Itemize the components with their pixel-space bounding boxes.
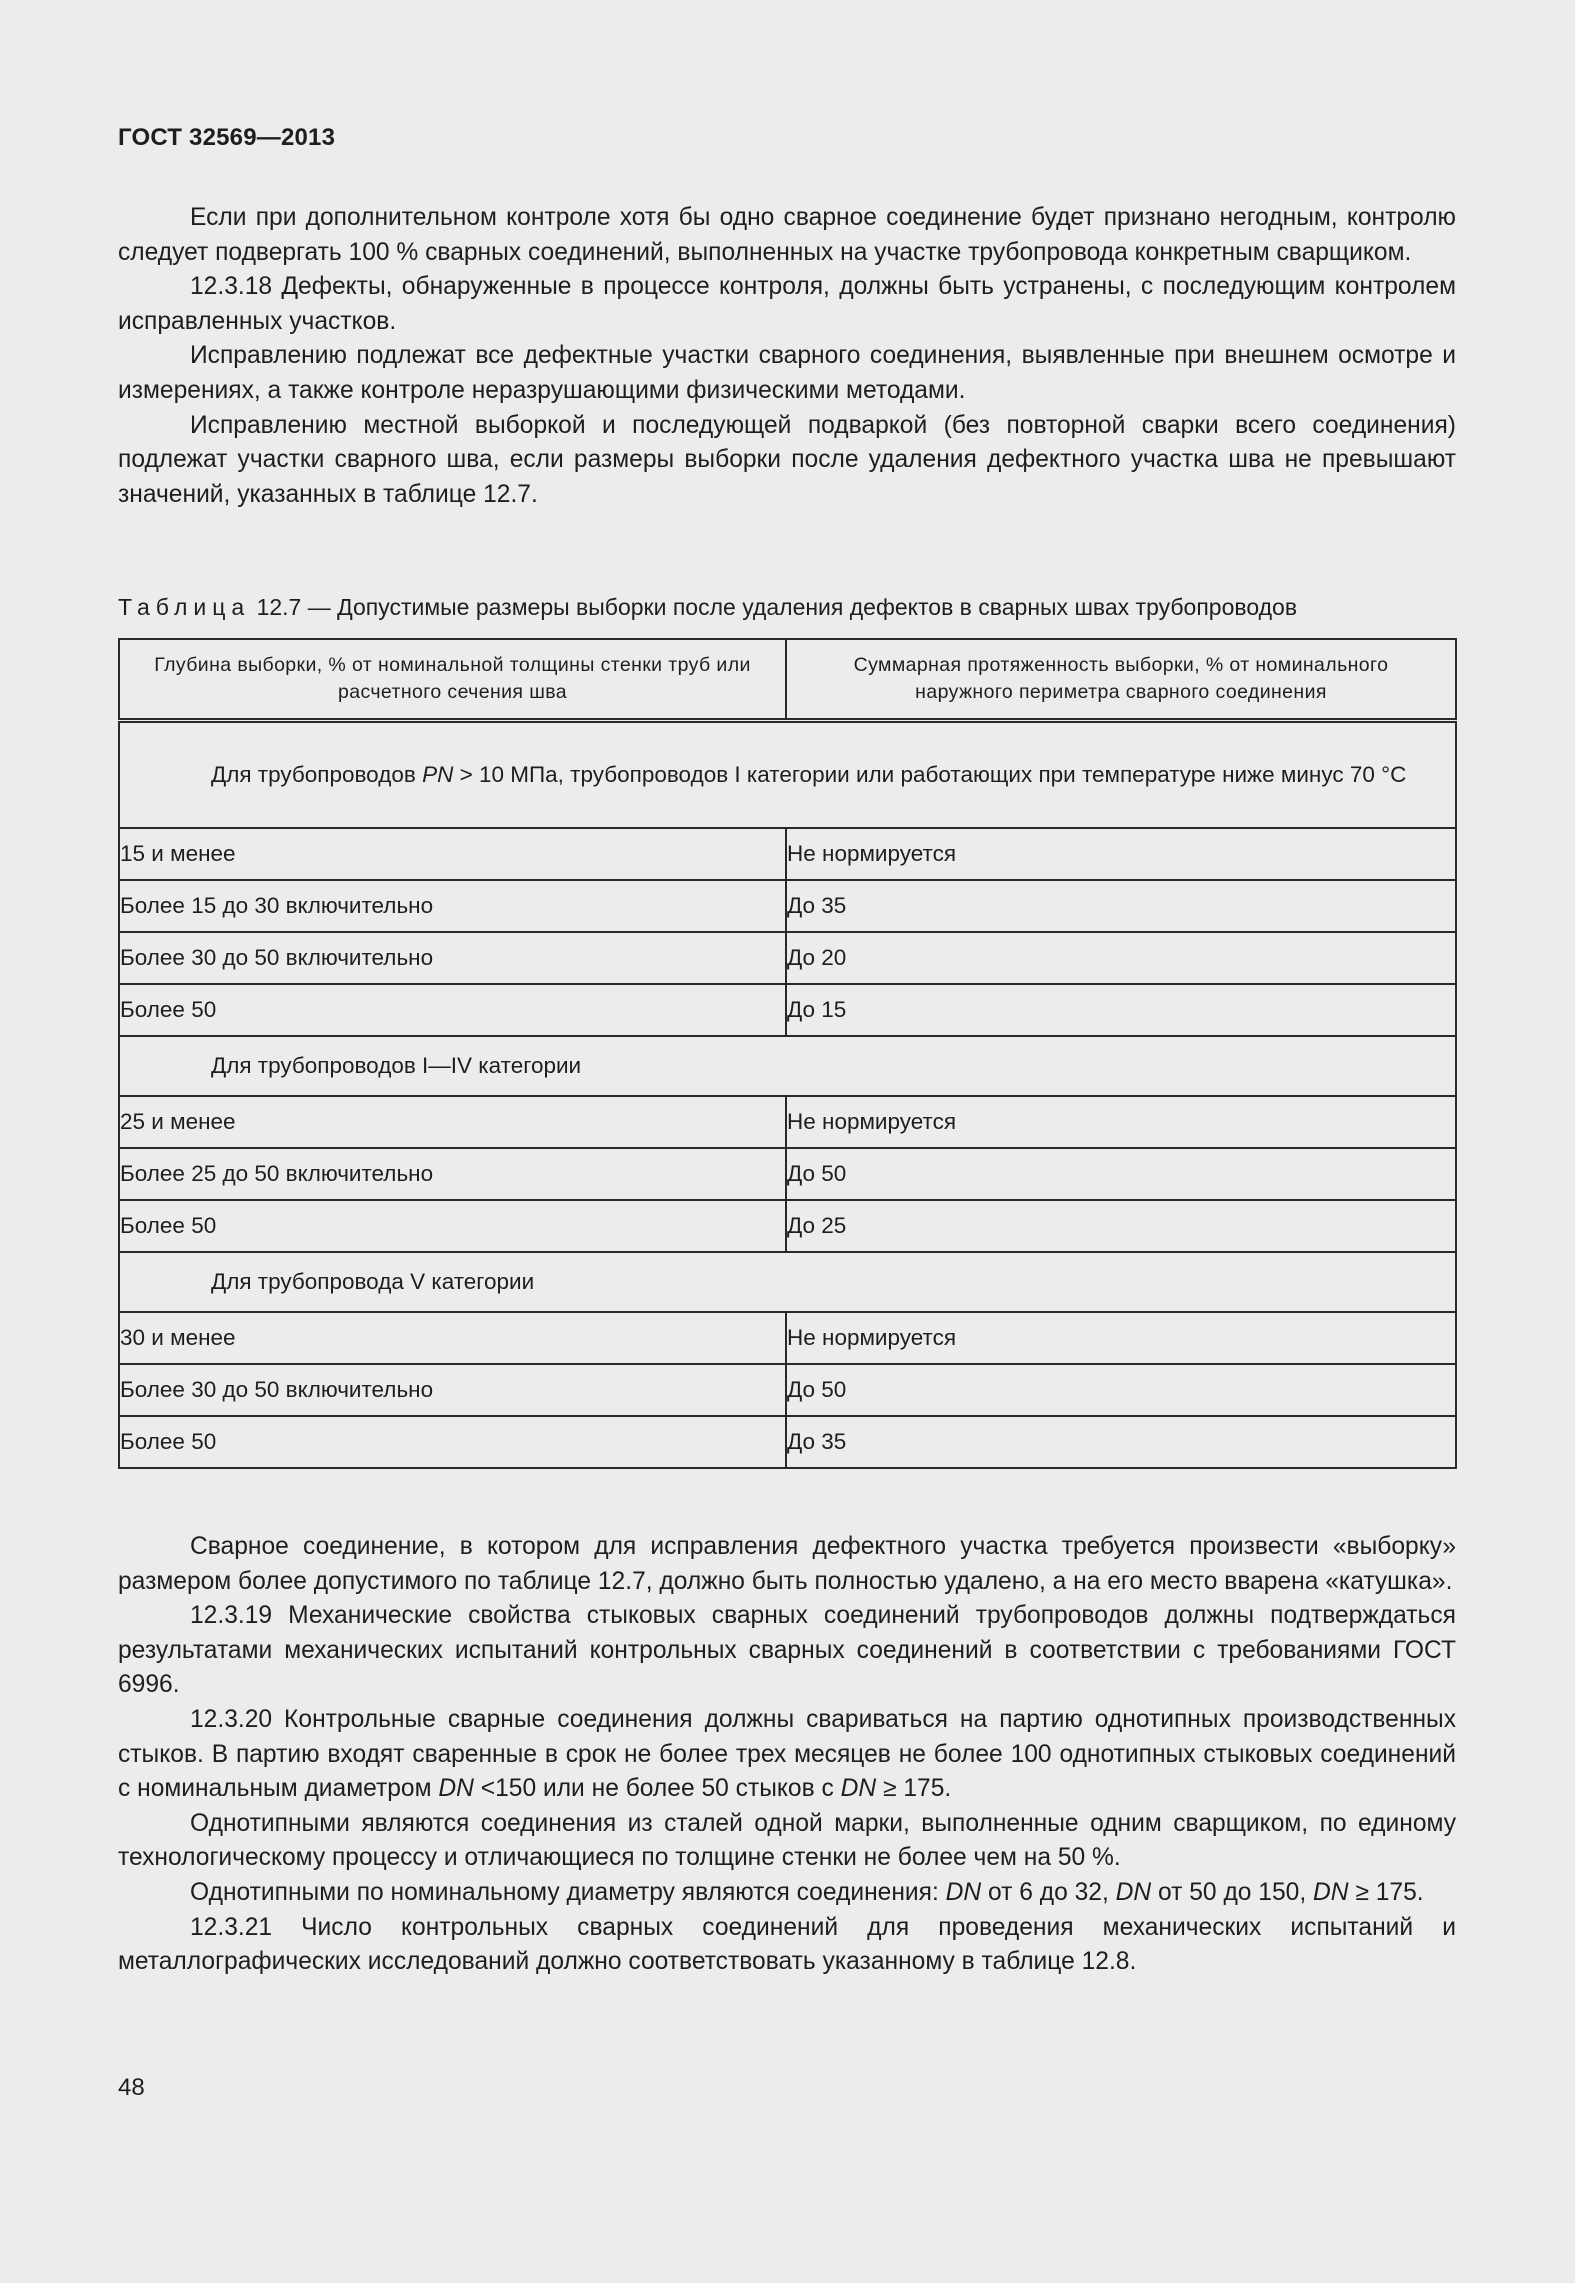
cell-length: До 15 bbox=[786, 984, 1456, 1036]
paragraph: Исправлению местной выборкой и последующей подваркой (без повторной сварки всего соединения) подлежат участки сварного шва, если размеры выборки после удаления дефектного участка шва не превышают значений, указанных в таблице 12.7. bbox=[118, 411, 1456, 508]
text-block-bottom bbox=[118, 1530, 1456, 1980]
document-header: ГОСТ 32569—2013 bbox=[118, 124, 336, 151]
text-block-top bbox=[118, 201, 1456, 512]
cell-depth: 25 и менее bbox=[119, 1096, 786, 1148]
group-title: Для трубопровода V категории bbox=[119, 1252, 1456, 1312]
cell-depth: Более 50 bbox=[119, 984, 786, 1036]
paragraph: Однотипными являются соединения из сталей одной марки, выполненные одним сварщиком, по единому технологическому процессу и отличающиеся по толщине стенки не более чем на 50 %. bbox=[118, 1809, 1456, 1872]
table-row bbox=[119, 1312, 1456, 1364]
cell-depth: Более 25 до 50 включительно bbox=[119, 1148, 786, 1200]
table-caption bbox=[118, 592, 1458, 622]
cell-length: До 35 bbox=[786, 1416, 1456, 1468]
table-row bbox=[119, 1148, 1456, 1200]
table-12-7 bbox=[118, 638, 1457, 1469]
table-row bbox=[119, 880, 1456, 932]
table-row bbox=[119, 1364, 1456, 1416]
page-number: 48 bbox=[118, 2074, 145, 2101]
group-title: Для трубопроводов I—IV категории bbox=[119, 1036, 1456, 1096]
table-caption-text: 12.7 — Допустимые размеры выборки после удаления дефектов в сварных швах трубопроводов bbox=[250, 594, 1298, 620]
cell-length: До 25 bbox=[786, 1200, 1456, 1252]
column-header-length: Суммарная протяженность выборки, % от номинального наружного периметра сварного соединения bbox=[786, 639, 1456, 721]
paragraph: 12.3.19 Механические свойства стыковых сварных соединений трубопроводов должны подтверждаться результатами механических испытаний контрольных сварных соединений в соответствии с требованиями ГОСТ 6996. bbox=[118, 1602, 1456, 1699]
cell-depth: Более 50 bbox=[119, 1416, 786, 1468]
group-title: Для трубопроводов PN > 10 МПа, трубопроводов I категории или работающих при температуре ниже минус 70 °С bbox=[211, 762, 1407, 787]
table-caption-label: Таблица bbox=[118, 594, 251, 620]
paragraph: 12.3.18 Дефекты, обнаруженные в процессе контроля, должны быть устранены, с последующим контролем исправленных участков. bbox=[118, 273, 1456, 335]
table-row bbox=[119, 1200, 1456, 1252]
paragraph: Исправлению подлежат все дефектные участки сварного соединения, выявленные при внешнем осмотре и измерениях, а также контроле неразрушающими физическими методами. bbox=[118, 342, 1456, 404]
column-header-depth: Глубина выборки, % от номинальной толщины стенки труб или расчетного сечения шва bbox=[119, 639, 786, 721]
table-row bbox=[119, 1096, 1456, 1148]
table-row bbox=[119, 1416, 1456, 1468]
cell-depth: Более 50 bbox=[119, 1200, 786, 1252]
table-header-row bbox=[119, 639, 1456, 721]
paragraph: Если при дополнительном контроле хотя бы одно сварное соединение будет признано негодным, контролю следует подвергать 100 % сварных соединений, выполненных на участке трубопровода конкретным сварщиком. bbox=[118, 204, 1456, 266]
paragraph: Сварное соединение, в котором для исправления дефектного участка требуется произвести «выборку» размером более допустимого по таблице 12.7, должно быть полностью удалено, а на его место вварена «катушка». bbox=[118, 1533, 1456, 1595]
table-row bbox=[119, 828, 1456, 880]
table-group-row bbox=[119, 1036, 1456, 1096]
cell-length: Не нормируется bbox=[786, 1096, 1456, 1148]
cell-length: Не нормируется bbox=[786, 1312, 1456, 1364]
cell-length: Не нормируется bbox=[786, 828, 1456, 880]
cell-depth: 30 и менее bbox=[119, 1312, 786, 1364]
cell-length: До 35 bbox=[786, 880, 1456, 932]
table-group-row bbox=[119, 1252, 1456, 1312]
cell-depth: Более 30 до 50 включительно bbox=[119, 1364, 786, 1416]
paragraph: 12.3.20 Контрольные сварные соединения должны свариваться на партию однотипных производственных стыков. В партию входят сваренные в срок не более трех месяцев не более 100 однотипных стыковых соединений с номинальным диаметром DN <150 или не более 50 стыков с DN ≥ 175. bbox=[118, 1705, 1456, 1803]
cell-length: До 20 bbox=[786, 932, 1456, 984]
cell-depth: 15 и менее bbox=[119, 828, 786, 880]
cell-depth: Более 30 до 50 включительно bbox=[119, 932, 786, 984]
table-row bbox=[119, 984, 1456, 1036]
paragraph: 12.3.21 Число контрольных сварных соединений для проведения механических испытаний и металлографических исследований должно соответствовать указанному в таблице 12.8. bbox=[118, 1913, 1456, 1976]
table-row bbox=[119, 932, 1456, 984]
cell-depth: Более 15 до 30 включительно bbox=[119, 880, 786, 932]
cell-length: До 50 bbox=[786, 1364, 1456, 1416]
paragraph: Однотипными по номинальному диаметру являются соединения: DN от 6 до 32, DN от 50 до 150, DN ≥ 175. bbox=[190, 1878, 1424, 1906]
table-group-row bbox=[119, 721, 1456, 829]
cell-length: До 50 bbox=[786, 1148, 1456, 1200]
